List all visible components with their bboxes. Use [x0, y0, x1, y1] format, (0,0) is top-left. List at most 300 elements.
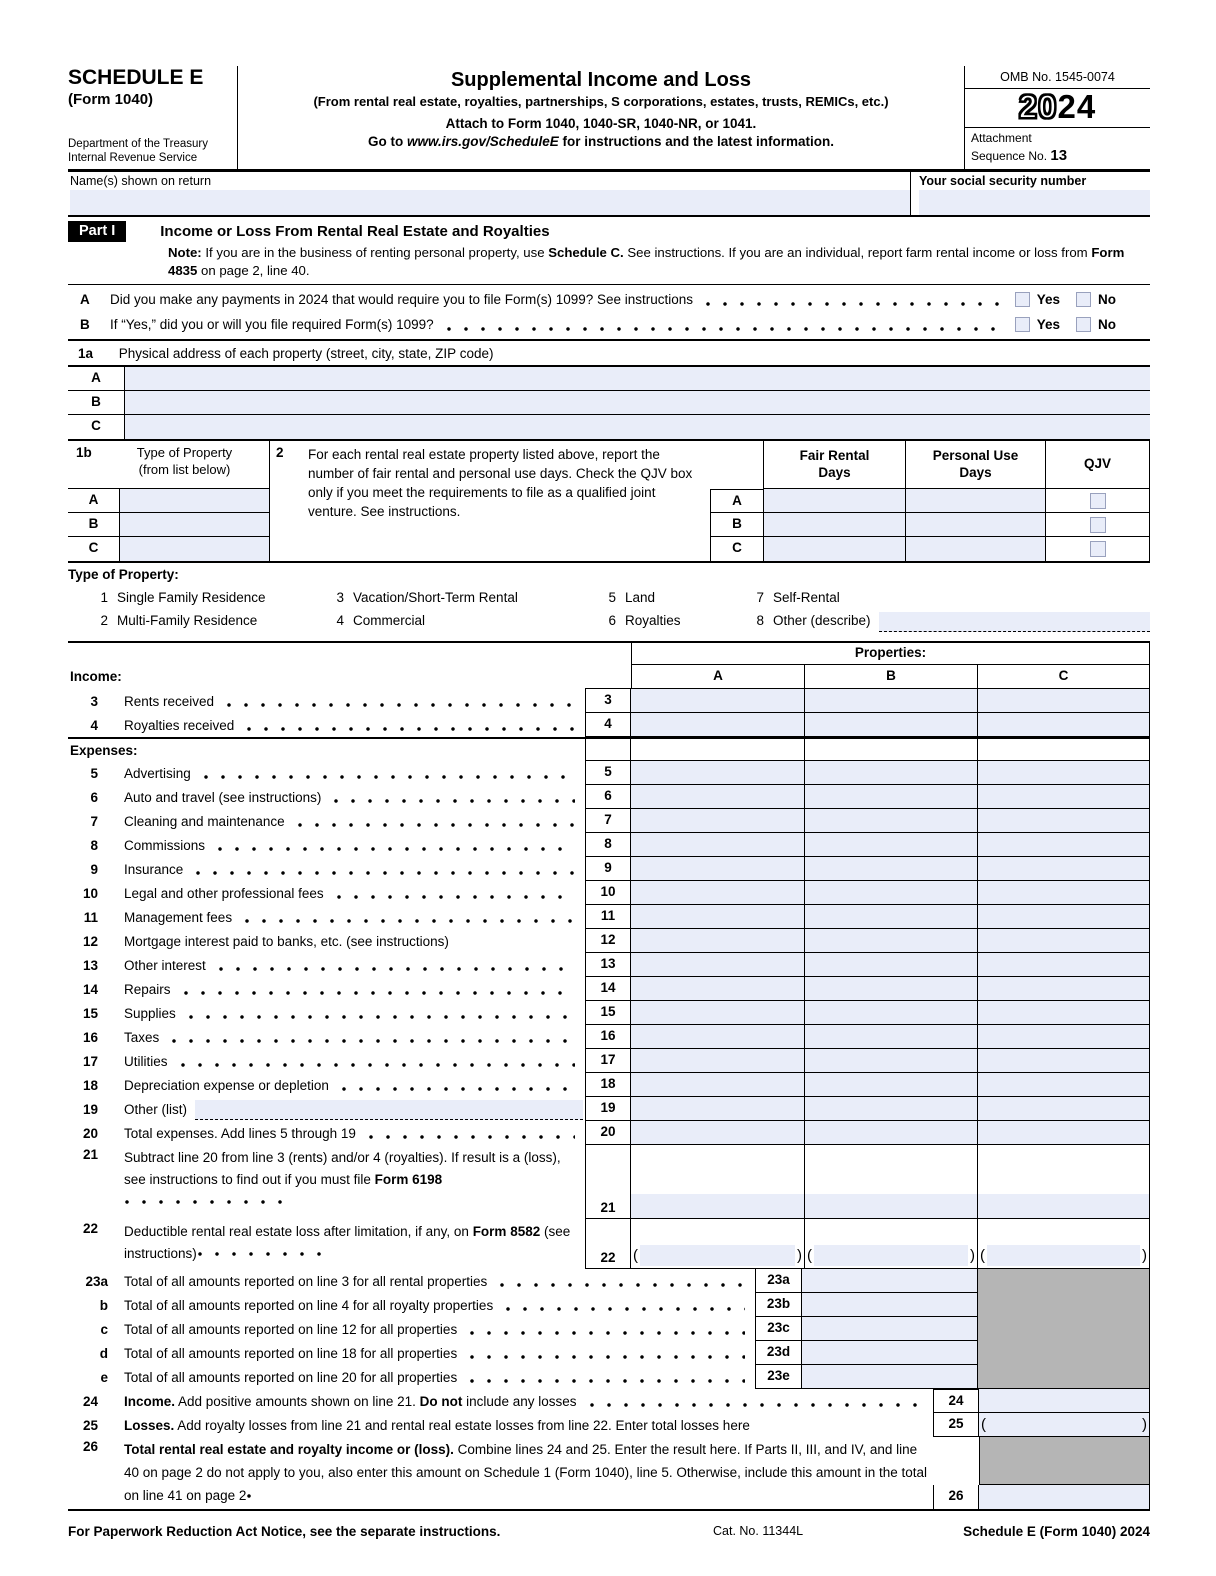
line-number-box: 5 — [585, 761, 631, 785]
personal-use-header-line1: Personal Use — [932, 447, 1019, 463]
line2-number: 2 — [276, 445, 284, 461]
input-line-8-B[interactable] — [805, 833, 978, 857]
properties-header-row — [68, 643, 1150, 665]
line17-row — [68, 1049, 1150, 1073]
form-number: (Form 1040) — [68, 91, 154, 108]
line25-number: 25 — [82, 1417, 98, 1433]
legend-item-5 — [602, 586, 750, 609]
rental-days-header — [763, 441, 1150, 489]
line22-cell-b — [805, 1219, 978, 1269]
input-line-20-A[interactable] — [631, 1121, 805, 1145]
income-section-label: Income: — [70, 669, 122, 685]
line23c-row — [68, 1317, 1150, 1341]
line24-label — [68, 1389, 933, 1413]
tax-year-outline: 20 — [1018, 88, 1058, 125]
input-line-7-B[interactable] — [805, 809, 978, 833]
property-letter: C — [710, 537, 763, 561]
open-paren: ( — [981, 1416, 986, 1434]
input-line-3-A[interactable] — [631, 689, 805, 713]
line10-row — [68, 881, 1150, 905]
input-line-14-A[interactable] — [631, 977, 805, 1001]
input-line-16-A[interactable] — [631, 1025, 805, 1049]
qjv-B-checkbox[interactable] — [1090, 517, 1106, 533]
qjv-C-checkbox[interactable] — [1090, 541, 1106, 557]
input-line-15-A[interactable] — [631, 1001, 805, 1025]
fair-rental-days-C-input[interactable] — [763, 537, 905, 561]
question-row-B — [68, 312, 1150, 337]
input-line-23d[interactable] — [802, 1341, 978, 1365]
property-letter: C — [68, 415, 125, 439]
input-line-9-C[interactable] — [978, 857, 1150, 881]
dotted-leader — [244, 911, 575, 926]
input-line-24[interactable] — [979, 1389, 1150, 1413]
row-text: Total expenses. Add lines 5 through 19 — [124, 1125, 356, 1141]
form-header-center — [238, 66, 965, 169]
property-letter: A — [710, 489, 763, 513]
ssn-cell — [910, 172, 1150, 215]
line26-entry-row — [933, 1485, 1150, 1509]
row-label — [68, 739, 585, 761]
line22-cell-c — [978, 1219, 1150, 1269]
input-line-15-C[interactable] — [978, 1001, 1150, 1025]
line-number-box: 17 — [585, 1049, 631, 1073]
line25-row — [68, 1413, 1150, 1437]
dotted-leader — [124, 1193, 284, 1206]
catalog-number: Cat. No. 11344L — [713, 1524, 804, 1539]
blocked-gray-area — [978, 1341, 1150, 1365]
input-line-14-B[interactable] — [805, 977, 978, 1001]
line-number-box: 15 — [585, 1001, 631, 1025]
line-number-box: 13 — [585, 953, 631, 977]
input-line-5-B[interactable] — [805, 761, 978, 785]
blank-cell-B — [805, 739, 978, 761]
question-text: Did you make any payments in 2024 that would require you to file Form(s) 1099? See instructions — [110, 292, 694, 308]
line16-row — [68, 1025, 1150, 1049]
department-label: Department of the Treasury — [68, 137, 208, 150]
input-line-12-A[interactable] — [631, 929, 805, 953]
input-line-10-B[interactable] — [805, 881, 978, 905]
input-line-17-C[interactable] — [978, 1049, 1150, 1073]
type-B-input[interactable] — [120, 513, 269, 536]
blocked-gray-area — [978, 1317, 1150, 1341]
personal-use-days-C-input[interactable] — [905, 537, 1045, 561]
input-line-13-C[interactable] — [978, 953, 1150, 977]
qjv-header-label: QJV — [1083, 456, 1111, 472]
form-header — [68, 66, 1150, 172]
row-number: e — [100, 1369, 108, 1385]
input-line-6-A[interactable] — [631, 785, 805, 809]
row-text: Total of all amounts reported on line 4 for all royalty properties — [124, 1297, 494, 1313]
input-line-23c[interactable] — [802, 1317, 978, 1341]
line20-row — [68, 1121, 1150, 1145]
personal-use-days-A-input[interactable] — [905, 489, 1045, 513]
input-line-3-B[interactable] — [805, 689, 978, 713]
line-number-box: 4 — [585, 713, 631, 737]
dotted-leader — [226, 695, 575, 710]
row-number: 18 — [82, 1077, 98, 1093]
section-label: Expenses: — [70, 742, 138, 758]
line25-text: Losses. Add royalty losses from line 21 and rental real estate losses from line 22. Enter total losses here — [124, 1417, 750, 1433]
input-line-6-B[interactable] — [805, 785, 978, 809]
blank-cell-C — [978, 739, 1150, 761]
line9-row — [68, 857, 1150, 881]
input-line-6-C[interactable] — [978, 785, 1150, 809]
input-line-9-B[interactable] — [805, 857, 978, 881]
form-header-right — [965, 66, 1150, 169]
fair-rental-days-B-input[interactable] — [763, 513, 905, 537]
legend-columns — [68, 586, 1150, 632]
dotted-leader — [203, 767, 575, 782]
name-label: Name(s) shown on return — [70, 173, 212, 188]
row-label — [68, 1365, 755, 1389]
name-input[interactable] — [70, 190, 910, 215]
question-A-no-checkbox[interactable] — [1076, 292, 1091, 307]
close-paren: ) — [797, 1247, 802, 1265]
dotted-leader — [469, 1323, 745, 1338]
schedule-name: SCHEDULE E — [68, 66, 204, 89]
properties-header: Properties: — [631, 643, 1150, 665]
open-paren: ( — [980, 1247, 985, 1265]
type-A-input[interactable] — [120, 489, 269, 512]
input-line-19-C[interactable] — [978, 1097, 1150, 1121]
input-line-19-A[interactable] — [631, 1097, 805, 1121]
line14-row — [68, 977, 1150, 1001]
question-B-yes-checkbox[interactable] — [1015, 317, 1030, 332]
question-text: If “Yes,” did you or will you file required Form(s) 1099? — [110, 317, 434, 333]
row-label — [68, 953, 585, 977]
address-row-B — [68, 391, 1150, 415]
legend-item-2 — [94, 609, 330, 632]
input-line-9-A[interactable] — [631, 857, 805, 881]
fair-rental-days-A-input[interactable] — [763, 489, 905, 513]
blocked-gray-area — [978, 1365, 1150, 1389]
input-line-23a[interactable] — [802, 1269, 978, 1293]
line-number-box: 7 — [585, 809, 631, 833]
form-header-left — [68, 66, 238, 169]
input-line-4-A[interactable] — [631, 713, 805, 737]
row-number: 10 — [82, 885, 98, 901]
row-text: Total of all amounts reported on line 3 for all rental properties — [124, 1273, 488, 1289]
dotted-leader — [171, 1031, 575, 1046]
other-property-describe-input[interactable] — [879, 612, 1150, 632]
row-label — [68, 761, 585, 785]
close-paren: ) — [970, 1247, 975, 1265]
dotted-leader — [469, 1371, 745, 1386]
dotted-leader — [180, 1055, 575, 1070]
row-number: 14 — [82, 981, 98, 997]
legend-title: Type of Property: — [68, 567, 179, 583]
line1b-header-text — [100, 441, 269, 488]
row-label — [68, 689, 585, 713]
line21-cell-a — [631, 1145, 805, 1219]
dotted-leader — [218, 959, 575, 974]
row-label — [68, 1097, 585, 1121]
row-number: 15 — [82, 1005, 98, 1021]
legend-column — [750, 586, 1150, 632]
dotted-leader — [188, 1007, 575, 1022]
footer-form-id: Schedule E (Form 1040) 2024 — [963, 1524, 1150, 1540]
input-line-23e[interactable] — [802, 1365, 978, 1389]
row-number: d — [99, 1345, 108, 1361]
row-text: Commissions — [124, 837, 206, 853]
row-text: Rents received — [124, 693, 215, 709]
input-line-20-C[interactable] — [978, 1121, 1150, 1145]
row-label — [68, 1341, 755, 1365]
goto-instruction: Go to www.irs.gov/ScheduleE for instructions and the latest information. — [367, 134, 835, 149]
input-line-21-B[interactable] — [805, 1194, 977, 1218]
line13-row — [68, 953, 1150, 977]
row-text: Auto and travel (see instructions) — [124, 789, 322, 805]
line-number-box: 14 — [585, 977, 631, 1001]
dotted-leader — [297, 815, 575, 830]
input-line-18-B[interactable] — [805, 1073, 978, 1097]
line19-row — [68, 1097, 1150, 1121]
legend-item-label: Single Family Residence — [117, 590, 266, 606]
input-line-14-C[interactable] — [978, 977, 1150, 1001]
line-number-box: 10 — [585, 881, 631, 905]
input-line-19-B[interactable] — [805, 1097, 978, 1121]
part1-title: Income or Loss From Rental Real Estate and Royalties — [160, 222, 550, 240]
row-label — [68, 857, 585, 881]
input-line-16-B[interactable] — [805, 1025, 978, 1049]
line1b-header-line1: Type of Property — [136, 445, 233, 461]
open-paren: ( — [807, 1247, 812, 1265]
line23e-row — [68, 1365, 1150, 1389]
line1a-heading — [68, 341, 1150, 365]
row-text: Other (list) — [124, 1101, 188, 1117]
ssn-input[interactable] — [919, 190, 1150, 215]
line23a-row — [68, 1269, 1150, 1293]
line1b-block — [68, 441, 1150, 563]
line5-row — [68, 761, 1150, 785]
input-line-17-B[interactable] — [805, 1049, 978, 1073]
input-line-10-C[interactable] — [978, 881, 1150, 905]
line-number-box: 23e — [755, 1365, 802, 1389]
input-line-21-C[interactable] — [978, 1194, 1149, 1218]
properties-header-spacer — [68, 643, 631, 665]
legend-item-number: 2 — [100, 613, 108, 629]
type-row-A — [68, 489, 269, 513]
fair-rental-header-line1: Fair Rental — [799, 447, 870, 463]
other-expenses-description-input[interactable] — [195, 1100, 583, 1120]
line26-number: 26 — [82, 1439, 98, 1455]
line1b-header-line2: (from list below) — [138, 462, 231, 478]
ssn-label: Your social security number — [919, 173, 1087, 188]
input-line-21-A[interactable] — [631, 1194, 804, 1218]
row-text: Total of all amounts reported on line 18 for all properties — [124, 1345, 458, 1361]
line1a-number: 1a — [78, 346, 94, 362]
row-number: 11 — [83, 909, 98, 925]
rental-days-row-C — [710, 537, 1150, 561]
column-letters-row — [68, 665, 1150, 689]
qjv-header — [1045, 441, 1150, 488]
dotted-leader — [217, 839, 575, 854]
line1a-label: Physical address of each property (street, city, state, ZIP code) — [118, 346, 494, 362]
attach-instruction: Attach to Form 1040, 1040-SR, 1040-NR, or 1041. — [445, 116, 757, 131]
input-line-12-B[interactable] — [805, 929, 978, 953]
input-line-22-B[interactable] — [814, 1245, 968, 1266]
legend-item-number: 6 — [608, 613, 616, 629]
line4-row — [68, 713, 1150, 737]
row-label — [68, 1001, 585, 1025]
column-header-c: C — [978, 665, 1150, 689]
row-text: Other interest — [124, 957, 206, 973]
line26-blocked-area — [933, 1437, 1150, 1485]
sequence-number: 13 — [1050, 147, 1068, 165]
line-number-box: 20 — [585, 1121, 631, 1145]
line21-text: Subtract line 20 from line 3 (rents) and/or 4 (royalties). If result is a (loss), see instructions to find out if you must file Form 6198 — [124, 1145, 585, 1219]
qjv-A-checkbox[interactable] — [1090, 493, 1106, 509]
property-letter: B — [710, 513, 763, 537]
address-A-input[interactable] — [125, 367, 1150, 390]
attachment-label: Attachment — [971, 130, 1032, 145]
line-number-box: 12 — [585, 929, 631, 953]
property-address-table — [68, 365, 1150, 441]
form-title: Supplemental Income and Loss — [450, 69, 752, 91]
row-number: b — [99, 1297, 108, 1313]
line2-instructions — [270, 441, 710, 561]
line-number-box: 23c — [755, 1317, 802, 1341]
row-number: 17 — [82, 1053, 98, 1069]
input-line-7-A[interactable] — [631, 809, 805, 833]
legend-item-7 — [750, 586, 1150, 609]
line15-row — [68, 1001, 1150, 1025]
legend-column — [330, 586, 602, 632]
input-line-11-B[interactable] — [805, 905, 978, 929]
input-line-11-C[interactable] — [978, 905, 1150, 929]
totals-rows — [68, 1269, 1150, 1389]
type-of-property-rows — [68, 489, 269, 561]
close-paren: ) — [1142, 1247, 1147, 1265]
legend-item-8 — [750, 609, 1150, 632]
blocked-gray-area — [978, 1269, 1150, 1293]
section-row — [68, 737, 1150, 761]
tax-year-solid: 24 — [1057, 88, 1097, 125]
input-line-4-C[interactable] — [978, 713, 1150, 737]
legend-item-label: Other (describe) — [773, 613, 871, 629]
row-number: 5 — [90, 765, 98, 781]
line22-row — [68, 1219, 1150, 1269]
input-line-26[interactable] — [979, 1485, 1150, 1509]
line26-text: Total rental real estate and royalty income or (loss). Combine lines 24 and 25. Enter the result here. If Parts II, III, and IV, and line 40 on page 2 do not apply to you, also enter this amount on Schedule 1 (Form 1040), line 5. Otherwise, include this amount in the total on line 41 on page 2 — [124, 1442, 927, 1504]
type-C-input[interactable] — [120, 537, 269, 561]
input-line-15-B[interactable] — [805, 1001, 978, 1025]
department-agency — [68, 137, 233, 166]
input-line-13-B[interactable] — [805, 953, 978, 977]
row-label — [68, 1121, 585, 1145]
input-line-3-C[interactable] — [978, 689, 1150, 713]
row-label — [68, 1317, 755, 1341]
property-letter: A — [68, 489, 120, 512]
blank-cell-A — [631, 739, 805, 761]
input-line-22-C[interactable] — [987, 1245, 1140, 1266]
input-line-25[interactable] — [979, 1413, 1150, 1437]
attachment-sequence — [965, 128, 1150, 169]
line26-number-box: 26 — [933, 1485, 979, 1509]
line21-cell-b — [805, 1145, 978, 1219]
legend-item-label: Royalties — [625, 613, 681, 629]
row-number: 23a — [85, 1273, 108, 1289]
question-letter: B — [80, 317, 90, 333]
input-line-8-C[interactable] — [978, 833, 1150, 857]
personal-use-days-B-input[interactable] — [905, 513, 1045, 537]
line23d-row — [68, 1341, 1150, 1365]
question-row-A — [68, 287, 1150, 312]
input-line-7-C[interactable] — [978, 809, 1150, 833]
no-label: No — [1098, 292, 1116, 308]
line-number-box: 6 — [585, 785, 631, 809]
input-line-10-A[interactable] — [631, 881, 805, 905]
row-text: Cleaning and maintenance — [124, 813, 285, 829]
type-of-property-legend — [68, 563, 1150, 643]
input-line-5-C[interactable] — [978, 761, 1150, 785]
blocked-gray-area — [978, 1293, 1150, 1317]
input-line-18-A[interactable] — [631, 1073, 805, 1097]
question-letter: A — [80, 292, 90, 308]
row-text: Repairs — [124, 981, 171, 997]
line8-row — [68, 833, 1150, 857]
line26-row — [68, 1437, 1150, 1511]
part1-header — [68, 217, 1150, 244]
input-line-20-B[interactable] — [805, 1121, 978, 1145]
dotted-leader — [197, 1245, 322, 1258]
part1-note: Note: If you are in the business of renting personal property, use Schedule C. See instructions. If you are an individual, report farm rental income or loss from Form 4835 on page 2, line 40. — [168, 244, 1125, 278]
line21-number-box: 21 — [585, 1145, 631, 1219]
line25-number-box: 25 — [933, 1413, 979, 1437]
input-line-17-A[interactable] — [631, 1049, 805, 1073]
address-B-input[interactable] — [125, 391, 1150, 414]
line22-cell-a — [631, 1219, 805, 1269]
row-number: 13 — [82, 957, 98, 973]
rental-days-table — [710, 441, 1150, 561]
row-label — [68, 1049, 585, 1073]
line-number-box: 11 — [585, 905, 631, 929]
line25-label — [68, 1413, 933, 1437]
line1b-number: 1b — [76, 445, 92, 461]
sequence-label: Sequence No. — [971, 149, 1051, 164]
address-C-input[interactable] — [125, 415, 1150, 439]
personal-use-header-line2: Days — [959, 464, 992, 480]
input-line-23b[interactable] — [802, 1293, 978, 1317]
input-line-12-C[interactable] — [978, 929, 1150, 953]
line12-row — [68, 929, 1150, 953]
input-line-8-A[interactable] — [631, 833, 805, 857]
row-label — [68, 1293, 755, 1317]
row-text: Taxes — [124, 1029, 160, 1045]
row-number: 4 — [90, 717, 98, 733]
dotted-leader — [368, 1127, 575, 1142]
dotted-leader — [505, 1299, 745, 1314]
question-A-yes-checkbox[interactable] — [1015, 292, 1030, 307]
row-number: 16 — [82, 1029, 98, 1045]
input-line-5-A[interactable] — [631, 761, 805, 785]
input-line-16-C[interactable] — [978, 1025, 1150, 1049]
row-number: 12 — [82, 933, 98, 949]
input-line-22-A[interactable] — [640, 1245, 795, 1266]
line24-number-box: 24 — [933, 1389, 979, 1413]
input-line-4-B[interactable] — [805, 713, 978, 737]
question-B-no-checkbox[interactable] — [1076, 317, 1091, 332]
input-line-13-A[interactable] — [631, 953, 805, 977]
close-paren: ) — [1142, 1416, 1147, 1434]
row-text: Utilities — [124, 1053, 168, 1069]
row-number: 6 — [90, 789, 98, 805]
row-text: Royalties received — [124, 717, 235, 733]
row-label — [68, 977, 585, 1001]
input-line-18-C[interactable] — [978, 1073, 1150, 1097]
input-line-11-A[interactable] — [631, 905, 805, 929]
row-number: 9 — [90, 861, 98, 877]
